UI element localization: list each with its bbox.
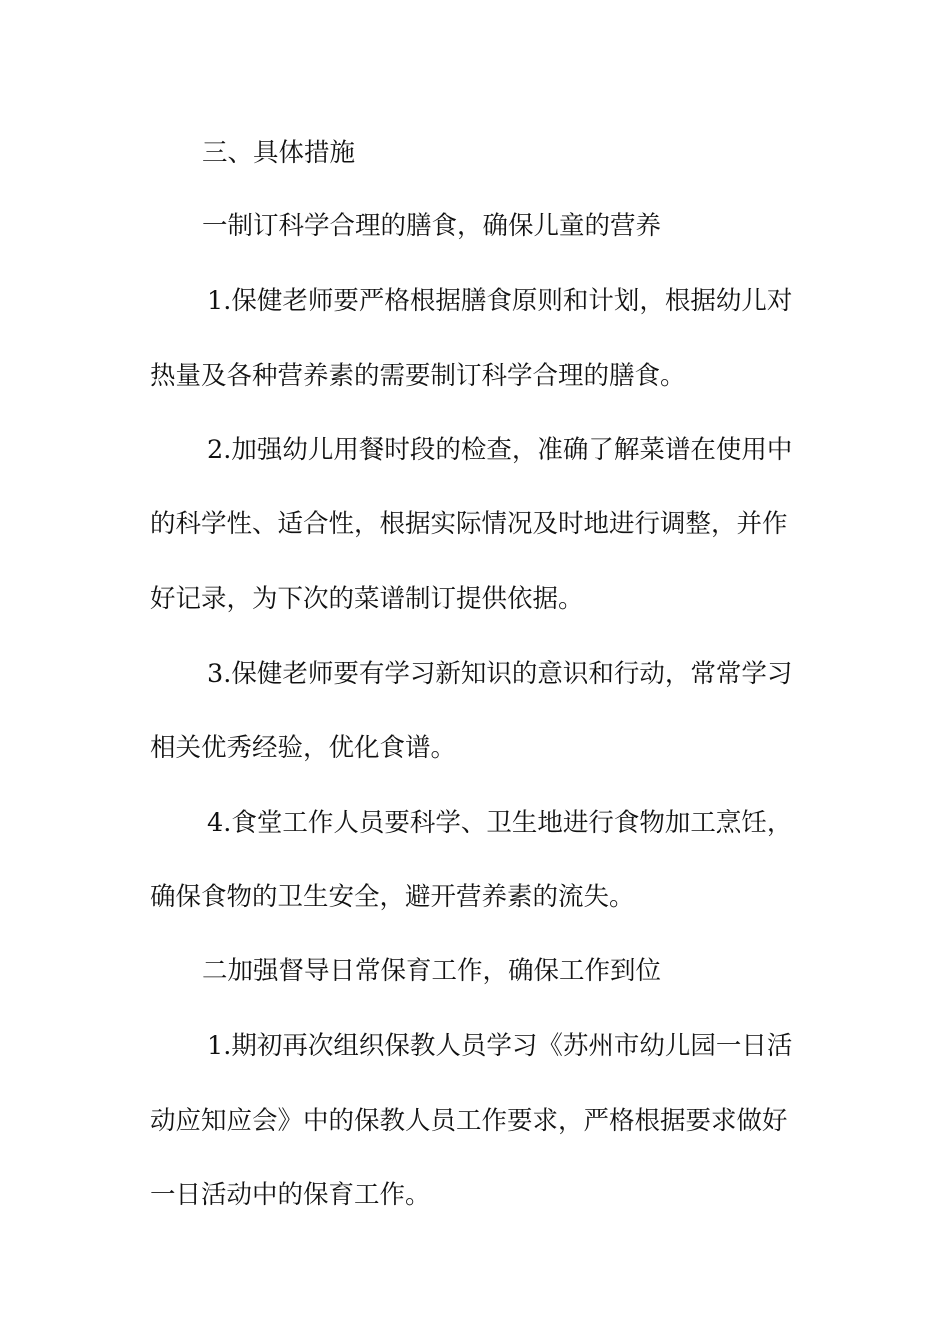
paragraph-line: 的科学性、适合性，根据实际情况及时地进行调整，并作 — [150, 509, 788, 539]
paragraph-line: 好记录，为下次的菜谱制订提供依据。 — [150, 584, 584, 614]
section-heading: 三、具体措施 — [202, 138, 356, 168]
paragraph-line: 1.期初再次组织保教人员学习《苏州市幼儿园一日活 — [207, 1031, 793, 1061]
paragraph-line: 热量及各种营养素的需要制订科学合理的膳食。 — [150, 361, 686, 391]
paragraph-line: 3.保健老师要有学习新知识的意识和行动，常常学习 — [207, 659, 793, 689]
paragraph-line: 一日活动中的保育工作。 — [150, 1180, 431, 1210]
subsection-heading: 一制订科学合理的膳食，确保儿童的营养 — [202, 211, 662, 241]
subsection-heading: 二加强督导日常保育工作，确保工作到位 — [202, 956, 662, 986]
paragraph-line: 动应知应会》中的保教人员工作要求，严格根据要求做好 — [150, 1106, 788, 1136]
paragraph-line: 确保食物的卫生安全，避开营养素的流失。 — [150, 882, 635, 912]
paragraph-line: 4.食堂工作人员要科学、卫生地进行食物加工烹饪， — [207, 808, 793, 838]
paragraph-line: 相关优秀经验，优化食谱。 — [150, 733, 457, 763]
paragraph-line: 2.加强幼儿用餐时段的检查，准确了解菜谱在使用中 — [207, 435, 793, 465]
paragraph-line: 1.保健老师要严格根据膳食原则和计划，根据幼儿对 — [207, 286, 793, 316]
